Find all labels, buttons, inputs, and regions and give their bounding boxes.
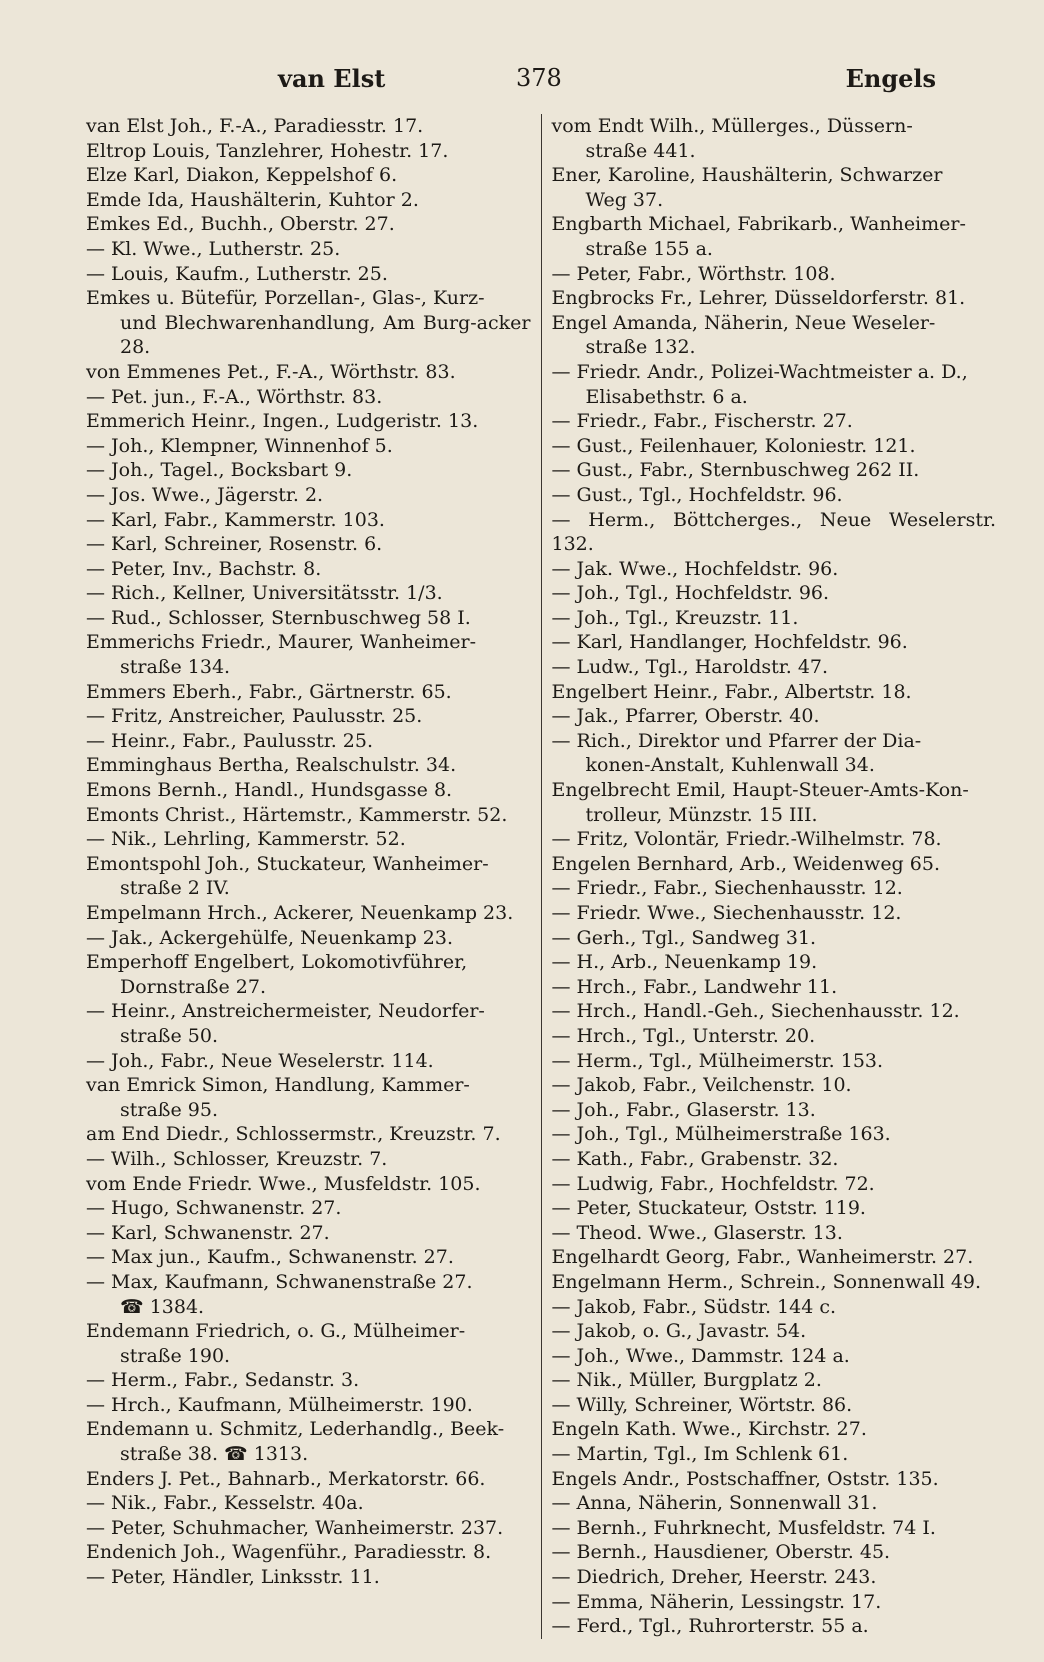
entry-text: — Joh., Tgl., Mülheimerstraße 163. bbox=[551, 1123, 891, 1146]
directory-entry bbox=[86, 458, 531, 483]
entry-text: Endenich Joh., Wagenführ., Paradiesstr. 8. bbox=[86, 1541, 492, 1564]
directory-entry bbox=[552, 360, 997, 409]
directory-entry bbox=[86, 1565, 531, 1590]
entry-continuation: straße 155 a. bbox=[585, 237, 713, 260]
directory-entry bbox=[552, 1196, 997, 1221]
directory-entry bbox=[86, 286, 531, 360]
entry-text: — Friedr., Fabr., Siechenhausstr. 12. bbox=[551, 877, 903, 900]
directory-entry bbox=[86, 901, 531, 926]
entry-text: — Max, Kaufmann, Schwanenstraße 27. bbox=[86, 1270, 473, 1293]
entry-text: Engeln Kath. Wwe., Kirchstr. 27. bbox=[551, 1418, 867, 1441]
directory-entry bbox=[552, 778, 997, 827]
directory-entry bbox=[552, 114, 997, 163]
directory-entry bbox=[86, 1172, 531, 1197]
directory-entry bbox=[552, 704, 997, 729]
entry-text: Engels Andr., Postschaffner, Oststr. 135. bbox=[551, 1467, 939, 1490]
entry-text: Ener, Karoline, Haushälterin, Schwarzer bbox=[551, 164, 943, 187]
entry-text: — Hugo, Schwanenstr. 27. bbox=[86, 1197, 342, 1220]
entry-text: — Joh., Wwe., Dammstr. 124 a. bbox=[551, 1344, 850, 1367]
directory-entry bbox=[86, 630, 531, 679]
directory-entry bbox=[86, 483, 531, 508]
directory-entry bbox=[86, 1393, 531, 1418]
directory-entry bbox=[552, 163, 997, 212]
entry-text: — Gerh., Tgl., Sandweg 31. bbox=[551, 926, 817, 949]
entry-text: — Peter, Stuckateur, Oststr. 119. bbox=[551, 1197, 866, 1220]
entry-continuation: Dornstraße 27. bbox=[120, 975, 266, 998]
directory-entry bbox=[86, 532, 531, 557]
directory-entry bbox=[86, 1245, 531, 1270]
directory-entry bbox=[86, 114, 531, 139]
directory-entry bbox=[86, 680, 531, 705]
directory-entry bbox=[552, 852, 997, 877]
directory-entry bbox=[552, 950, 997, 975]
entry-continuation: straße 95. bbox=[120, 1098, 218, 1121]
directory-entry bbox=[552, 827, 997, 852]
entry-text: — Heinr., Anstreichermeister, Neudorfer- bbox=[86, 1000, 485, 1023]
directory-entry bbox=[552, 1295, 997, 1320]
directory-entry bbox=[86, 1540, 531, 1565]
directory-entry bbox=[86, 1417, 531, 1466]
directory-entry bbox=[552, 1491, 997, 1516]
directory-entry bbox=[552, 1221, 997, 1246]
entry-text: — Pet. jun., F.-A., Wörthstr. 83. bbox=[86, 385, 383, 408]
directory-entry bbox=[552, 655, 997, 680]
directory-entry bbox=[86, 237, 531, 262]
entry-text: Engel Amanda, Näherin, Neue Weseler- bbox=[551, 311, 936, 334]
entry-text: — Wilh., Schlosser, Kreuzstr. 7. bbox=[86, 1147, 388, 1170]
entry-text: Emonts Christ., Härtemstr., Kammerstr. 52. bbox=[86, 803, 508, 826]
entry-text: — Kl. Wwe., Lutherstr. 25. bbox=[86, 237, 341, 260]
directory-entry bbox=[552, 557, 997, 582]
directory-entry bbox=[552, 434, 997, 459]
columns bbox=[86, 114, 996, 1639]
directory-entry bbox=[86, 852, 531, 901]
entry-text: — Joh., Fabr., Glaserstr. 13. bbox=[551, 1098, 816, 1121]
entry-continuation: straße 2 IV. bbox=[120, 877, 230, 900]
directory-entry bbox=[86, 606, 531, 631]
entry-text: — Diedrich, Dreher, Heerstr. 243. bbox=[551, 1566, 877, 1589]
entry-text: Engelbrecht Emil, Haupt-Steuer-Amts-Kon- bbox=[551, 779, 969, 802]
directory-entry bbox=[552, 1467, 997, 1492]
entry-continuation: straße 38. ☎ 1313. bbox=[120, 1443, 309, 1466]
entry-text: — Friedr., Fabr., Fischerstr. 27. bbox=[551, 410, 853, 433]
directory-entry bbox=[86, 1122, 531, 1147]
entry-text: — Bernh., Fuhrknecht, Musfeldstr. 74 I. bbox=[551, 1516, 936, 1539]
directory-entry bbox=[552, 1614, 997, 1639]
entry-text: von Emmenes Pet., F.-A., Wörthstr. 83. bbox=[86, 360, 456, 383]
entry-text: — Emma, Näherin, Lessingstr. 17. bbox=[551, 1590, 882, 1613]
entry-text: — Fritz, Volontär, Friedr.-Wilhelmstr. 78. bbox=[551, 828, 942, 851]
entry-text: — Louis, Kaufm., Lutherstr. 25. bbox=[86, 262, 388, 285]
directory-entry bbox=[86, 1147, 531, 1172]
entry-text: — Joh., Tgl., Hochfeldstr. 96. bbox=[551, 582, 830, 605]
directory-entry bbox=[552, 729, 997, 778]
entry-text: — Kath., Fabr., Grabenstr. 32. bbox=[551, 1147, 839, 1170]
directory-entry bbox=[86, 581, 531, 606]
entry-text: Endemann u. Schmitz, Lederhandlg., Beek- bbox=[86, 1418, 505, 1441]
entry-text: Engelen Bernhard, Arb., Weidenweg 65. bbox=[551, 852, 940, 875]
directory-entry bbox=[552, 1565, 997, 1590]
directory-entry bbox=[552, 1147, 997, 1172]
directory-entry bbox=[552, 606, 997, 631]
entry-continuation: konen-Anstalt, Kuhlenwall 34. bbox=[585, 754, 875, 777]
directory-entry bbox=[552, 999, 997, 1024]
entry-continuation: straße 190. bbox=[120, 1344, 231, 1367]
entry-text: — Martin, Tgl., Im Schlenk 61. bbox=[551, 1443, 849, 1466]
directory-entry bbox=[86, 409, 531, 434]
directory-entry bbox=[86, 1049, 531, 1074]
entry-text: — Hrch., Tgl., Unterstr. 20. bbox=[551, 1024, 816, 1047]
entry-text: — Ludw., Tgl., Haroldstr. 47. bbox=[551, 656, 829, 679]
directory-entry bbox=[86, 1221, 531, 1246]
entry-continuation: straße 50. bbox=[120, 1024, 218, 1047]
entry-continuation: straße 441. bbox=[585, 139, 696, 162]
directory-entry bbox=[552, 1245, 997, 1270]
directory-entry bbox=[86, 163, 531, 188]
directory-entry bbox=[86, 360, 531, 385]
directory-entry bbox=[552, 508, 997, 557]
entry-text: — Peter, Fabr., Wörthstr. 108. bbox=[551, 262, 836, 285]
entry-continuation: Weg 37. bbox=[585, 188, 664, 211]
entry-text: Emons Bernh., Handl., Hundsgasse 8. bbox=[86, 779, 453, 802]
directory-entry bbox=[552, 286, 997, 311]
directory-entry bbox=[86, 704, 531, 729]
entry-text: — Nik., Fabr., Kesselstr. 40a. bbox=[86, 1492, 364, 1515]
entry-text: — Hrch., Kaufmann, Mülheimerstr. 190. bbox=[86, 1393, 473, 1416]
entry-text: Eltrop Louis, Tanzlehrer, Hohestr. 17. bbox=[86, 139, 449, 162]
entry-text: Emkes Ed., Buchh., Oberstr. 27. bbox=[86, 213, 395, 236]
entry-text: Endemann Friedrich, o. G., Mülheimer- bbox=[86, 1320, 466, 1343]
entry-text: — Rich., Kellner, Universitätsstr. 1/3. bbox=[86, 582, 443, 605]
directory-entry bbox=[552, 1172, 997, 1197]
entry-text: Emontspohl Joh., Stuckateur, Wanheimer- bbox=[86, 852, 489, 875]
directory-entry bbox=[86, 729, 531, 754]
directory-entry bbox=[552, 1344, 997, 1369]
directory-entry bbox=[86, 188, 531, 213]
entry-text: — Herm., Tgl., Mülheimerstr. 153. bbox=[551, 1049, 884, 1072]
entry-text: — Herm., Böttcherges., Neue Weselerstr. 132. bbox=[551, 508, 996, 556]
entry-text: — Nik., Müller, Burgplatz 2. bbox=[551, 1369, 822, 1392]
entry-text: Enders J. Pet., Bahnarb., Merkatorstr. 66. bbox=[86, 1467, 486, 1490]
entry-text: Engelbert Heinr., Fabr., Albertstr. 18. bbox=[551, 680, 912, 703]
entry-text: Emkes u. Bütefür, Porzellan-, Glas-, Kurz- bbox=[86, 287, 485, 310]
directory-entry bbox=[552, 876, 997, 901]
entry-text: — Gust., Feilenhauer, Koloniestr. 121. bbox=[551, 434, 916, 457]
entry-continuation: straße 132. bbox=[585, 336, 696, 359]
entry-text: — Bernh., Hausdiener, Oberstr. 45. bbox=[551, 1541, 891, 1564]
directory-entry bbox=[86, 827, 531, 852]
header-right-keyword: Engels bbox=[845, 64, 936, 93]
directory-entry bbox=[552, 680, 997, 705]
entry-text: Elze Karl, Diakon, Keppelshof 6. bbox=[86, 164, 398, 187]
right-column bbox=[542, 114, 997, 1639]
entry-text: — Peter, Inv., Bachstr. 8. bbox=[86, 557, 322, 580]
entry-text: — Willy, Schreiner, Wörtstr. 86. bbox=[551, 1393, 853, 1416]
entry-text: — Friedr. Andr., Polizei-Wachtmeister a. D., bbox=[551, 360, 968, 383]
entry-text: — Hrch., Fabr., Landwehr 11. bbox=[551, 975, 838, 998]
entry-text: — Heinr., Fabr., Paulusstr. 25. bbox=[86, 729, 374, 752]
directory-entry bbox=[86, 139, 531, 164]
entry-text: Engbrocks Fr., Lehrer, Düsseldorferstr. 81. bbox=[551, 287, 966, 310]
page-header bbox=[86, 58, 996, 98]
entry-text: — Karl, Fabr., Kammerstr. 103. bbox=[86, 508, 385, 531]
directory-entry bbox=[86, 212, 531, 237]
directory-entry bbox=[552, 1590, 997, 1615]
directory-entry bbox=[552, 1122, 997, 1147]
entry-text: Engelhardt Georg, Fabr., Wanheimerstr. 27. bbox=[551, 1246, 974, 1269]
entry-text: — Jak., Ackergehülfe, Neuenkamp 23. bbox=[86, 926, 453, 949]
entry-text: — Joh., Tagel., Bocksbart 9. bbox=[86, 459, 353, 482]
entry-text: — Jakob, o. G., Javastr. 54. bbox=[551, 1320, 807, 1343]
directory-entry bbox=[552, 1049, 997, 1074]
entry-text: — Karl, Schreiner, Rosenstr. 6. bbox=[86, 533, 383, 556]
entry-text: — Jos. Wwe., Jägerstr. 2. bbox=[86, 483, 324, 506]
directory-entry bbox=[86, 926, 531, 951]
entry-text: van Emrick Simon, Handlung, Kammer- bbox=[86, 1074, 470, 1097]
entry-text: — Peter, Schuhmacher, Wanheimerstr. 237. bbox=[86, 1516, 504, 1539]
entry-text: — Joh., Tgl., Kreuzstr. 11. bbox=[551, 606, 799, 629]
entry-continuation: Elisabethstr. 6 a. bbox=[585, 385, 748, 408]
entry-continuation: straße 134. bbox=[120, 656, 231, 679]
directory-entry bbox=[552, 409, 997, 434]
directory-entry bbox=[552, 1319, 997, 1344]
entry-text: Emminghaus Bertha, Realschulstr. 34. bbox=[86, 754, 457, 777]
directory-entry bbox=[552, 483, 997, 508]
entry-text: am End Diedr., Schlossermstr., Kreuzstr. 7. bbox=[86, 1123, 501, 1146]
entry-text: — Friedr. Wwe., Siechenhausstr. 12. bbox=[551, 902, 902, 924]
directory-entry bbox=[86, 1467, 531, 1492]
directory-entry bbox=[552, 1024, 997, 1049]
directory-entry bbox=[552, 1393, 997, 1418]
directory-entry bbox=[86, 1516, 531, 1541]
directory-entry bbox=[552, 212, 997, 261]
entry-text: — Gust., Tgl., Hochfeldstr. 96. bbox=[551, 483, 843, 506]
entry-text: vom Endt Wilh., Müllerges., Düssern- bbox=[551, 115, 913, 137]
directory-entry bbox=[552, 1442, 997, 1467]
entry-text: — Hrch., Handl.-Geh., Siechenhausstr. 12. bbox=[551, 1000, 960, 1023]
left-column bbox=[86, 114, 542, 1639]
directory-entry bbox=[86, 1270, 531, 1319]
entry-text: — Ludwig, Fabr., Hochfeldstr. 72. bbox=[551, 1172, 875, 1195]
entry-text: Emmers Eberh., Fabr., Gärtnerstr. 65. bbox=[86, 680, 452, 703]
entry-text: — Karl, Schwanenstr. 27. bbox=[86, 1221, 330, 1244]
directory-entry bbox=[86, 803, 531, 828]
directory-entry bbox=[552, 311, 997, 360]
directory-entry bbox=[86, 262, 531, 287]
directory-entry bbox=[86, 557, 531, 582]
entry-text: Emmerich Heinr., Ingen., Ludgeristr. 13. bbox=[86, 410, 479, 433]
header-left-keyword: van Elst bbox=[278, 64, 386, 93]
directory-entry bbox=[552, 1073, 997, 1098]
directory-entry bbox=[552, 1516, 997, 1541]
entry-text: — Rud., Schlosser, Sternbuschweg 58 I. bbox=[86, 606, 471, 629]
entry-text: — Joh., Fabr., Neue Weselerstr. 114. bbox=[86, 1049, 434, 1072]
entry-text: Emde Ida, Haushälterin, Kuhtor 2. bbox=[86, 188, 419, 211]
directory-entry bbox=[552, 1417, 997, 1442]
directory-entry bbox=[86, 1073, 531, 1122]
entry-text: — Joh., Klempner, Winnenhof 5. bbox=[86, 434, 393, 457]
directory-entry bbox=[86, 999, 531, 1048]
entry-text: Emmerichs Friedr., Maurer, Wanheimer- bbox=[86, 631, 477, 654]
entry-text: — Peter, Händler, Linksstr. 11. bbox=[86, 1566, 380, 1589]
entry-text: — Karl, Handlanger, Hochfeldstr. 96. bbox=[551, 631, 908, 654]
directory-entry bbox=[86, 778, 531, 803]
directory-entry bbox=[552, 1270, 997, 1295]
entry-text: Engbarth Michael, Fabrikarb., Wanheimer- bbox=[551, 213, 966, 236]
directory-entry bbox=[552, 901, 997, 926]
directory-entry bbox=[86, 385, 531, 410]
directory-entry bbox=[552, 1540, 997, 1565]
entry-text: — Herm., Fabr., Sedanstr. 3. bbox=[86, 1369, 360, 1392]
entry-text: — Jak., Pfarrer, Oberstr. 40. bbox=[551, 705, 820, 728]
entry-text: — Nik., Lehrling, Kammerstr. 52. bbox=[86, 828, 406, 851]
directory-entry bbox=[86, 753, 531, 778]
entry-text: vom Ende Friedr. Wwe., Musfeldstr. 105. bbox=[86, 1172, 481, 1195]
entry-text: — Jakob, Fabr., Veilchenstr. 10. bbox=[551, 1074, 852, 1097]
directory-entry bbox=[86, 434, 531, 459]
entry-text: — Gust., Fabr., Sternbuschweg 262 II. bbox=[551, 459, 920, 482]
directory-entry bbox=[86, 1319, 531, 1368]
entry-continuation: ☎ 1384. bbox=[120, 1295, 205, 1318]
entry-text: van Elst Joh., F.-A., Paradiesstr. 17. bbox=[86, 115, 424, 137]
directory-entry bbox=[86, 950, 531, 999]
entry-text: — Jak. Wwe., Hochfeldstr. 96. bbox=[551, 557, 839, 580]
entry-text: Empelmann Hrch., Ackerer, Neuenkamp 23. bbox=[86, 902, 514, 924]
entry-text: — Fritz, Anstreicher, Paulusstr. 25. bbox=[86, 705, 423, 728]
entry-text: — Jakob, Fabr., Südstr. 144 c. bbox=[551, 1295, 837, 1318]
directory-entry bbox=[552, 458, 997, 483]
entry-text: — H., Arb., Neuenkamp 19. bbox=[551, 951, 818, 974]
directory-entry bbox=[552, 975, 997, 1000]
entry-text: Emperhoff Engelbert, Lokomotivführer, bbox=[86, 951, 468, 974]
entry-continuation: und Blechwarenhandlung, Am Burg-acker 28. bbox=[120, 311, 531, 359]
directory-entry bbox=[86, 1491, 531, 1516]
directory-entry bbox=[552, 1368, 997, 1393]
directory-entry bbox=[552, 630, 997, 655]
directory-entry bbox=[552, 1098, 997, 1123]
directory-entry bbox=[86, 1196, 531, 1221]
directory-entry bbox=[552, 926, 997, 951]
entry-text: — Anna, Näherin, Sonnenwall 31. bbox=[551, 1492, 878, 1515]
entry-text: Engelmann Herm., Schrein., Sonnenwall 49. bbox=[551, 1270, 982, 1293]
directory-entry bbox=[86, 508, 531, 533]
directory-entry bbox=[552, 581, 997, 606]
entry-text: — Theod. Wwe., Glaserstr. 13. bbox=[551, 1221, 843, 1244]
entry-text: — Max jun., Kaufm., Schwanenstr. 27. bbox=[86, 1246, 454, 1269]
directory-entry bbox=[86, 1368, 531, 1393]
page-number: 378 bbox=[516, 64, 562, 92]
entry-text: — Rich., Direktor und Pfarrer der Dia- bbox=[551, 729, 922, 752]
entry-text: — Ferd., Tgl., Ruhrorterstr. 55 a. bbox=[551, 1615, 869, 1638]
entry-continuation: trolleur, Münzstr. 15 III. bbox=[585, 803, 818, 826]
directory-entry bbox=[552, 262, 997, 287]
